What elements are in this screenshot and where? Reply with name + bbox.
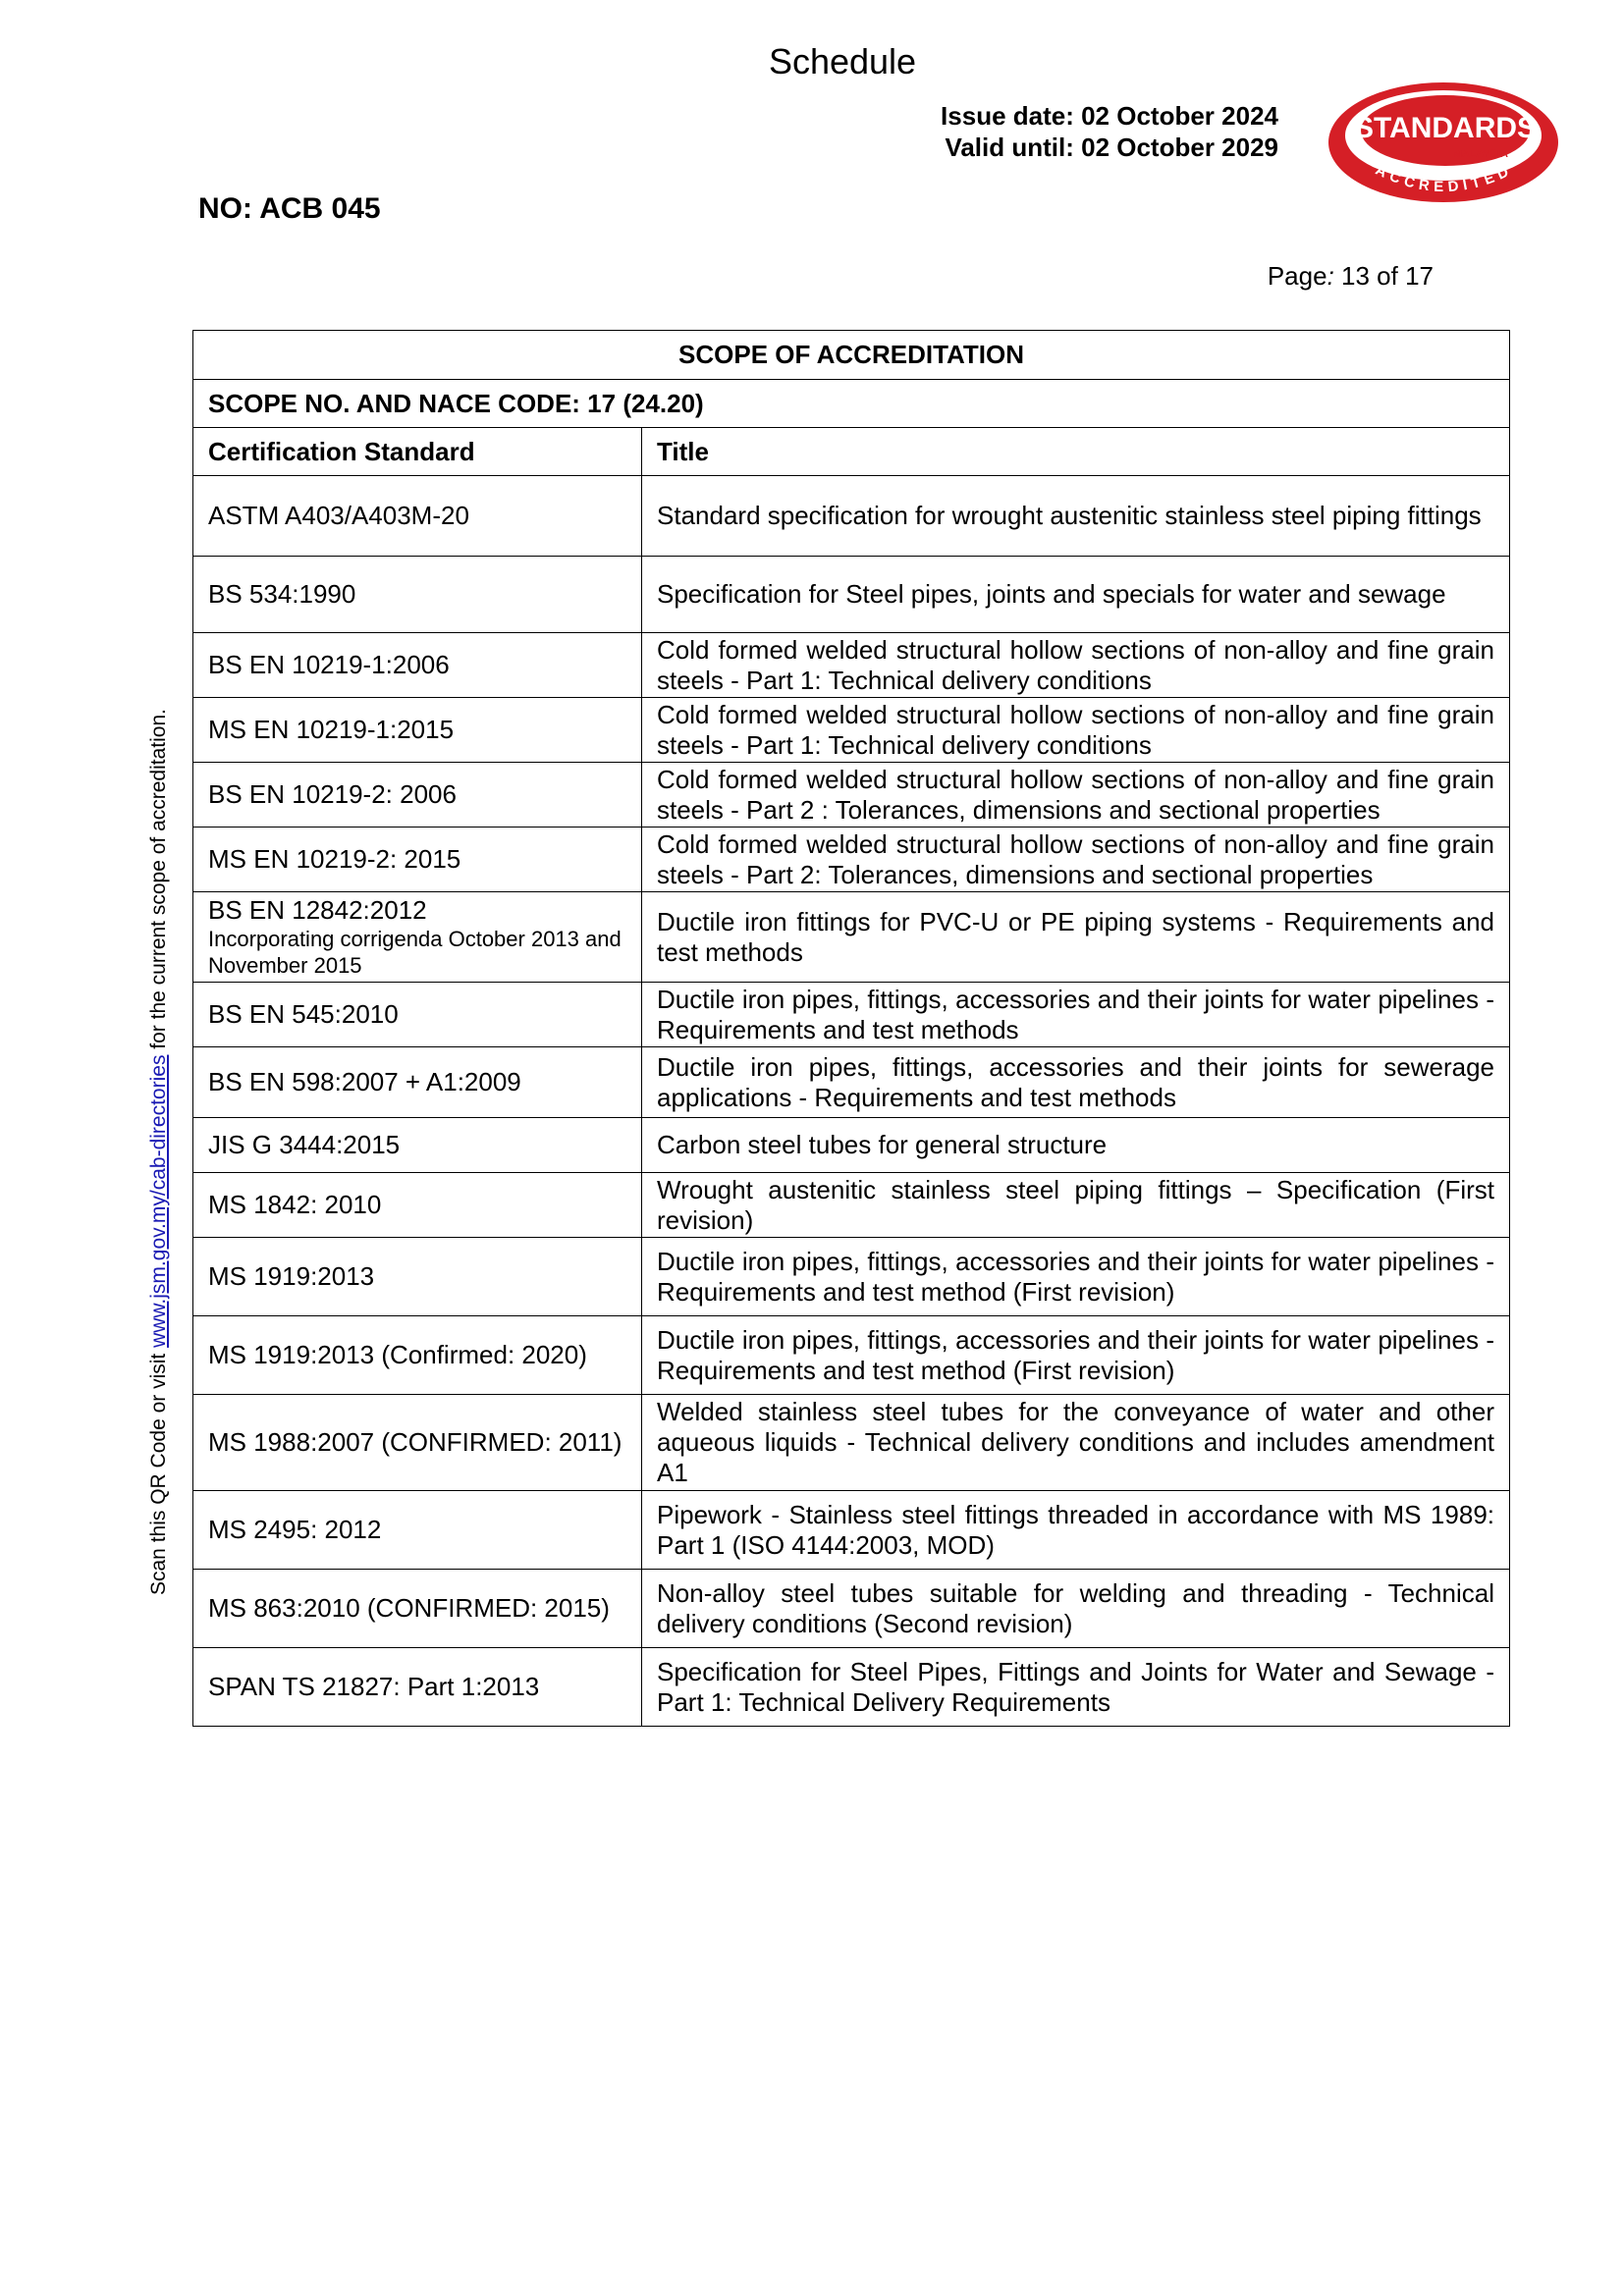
standard-cell bbox=[193, 476, 642, 557]
standard-cell bbox=[193, 1395, 642, 1491]
table-row bbox=[193, 1047, 1510, 1118]
standard-code: MS 1842: 2010 bbox=[208, 1190, 382, 1219]
standard-title-cell: Cold formed welded structural hollow sections of non-alloy and fine grain steels - Part 2: Tolerances, dimensions and sectional properties bbox=[642, 828, 1510, 892]
standard-cell bbox=[193, 1316, 642, 1395]
table-row bbox=[193, 763, 1510, 828]
standard-title-cell: Ductile iron pipes, fittings, accessories and their joints for water pipelines - Requirements and test method (First revision) bbox=[642, 1316, 1510, 1395]
standard-code: SPAN TS 21827: Part 1:2013 bbox=[208, 1672, 540, 1701]
table-body bbox=[193, 476, 1510, 1727]
standard-title-cell: Wrought austenitic stainless steel piping fittings – Specification (First revision) bbox=[642, 1173, 1510, 1238]
standard-title-cell: Ductile iron pipes, fittings, accessories and their joints for water pipelines - Requirements and test method (First revision) bbox=[642, 1238, 1510, 1316]
standard-title-cell: Cold formed welded structural hollow sections of non-alloy and fine grain steels - Part 1: Technical delivery conditions bbox=[642, 698, 1510, 763]
standard-code: MS 1919:2013 (Confirmed: 2020) bbox=[208, 1340, 587, 1369]
accreditation-number: NO: ACB 045 bbox=[198, 192, 381, 225]
column-header-row bbox=[193, 428, 1510, 476]
standards-malaysia-accredited-logo bbox=[1326, 79, 1561, 206]
table-row bbox=[193, 983, 1510, 1047]
logo-ring-text: ACCREDITED bbox=[1373, 161, 1516, 196]
table-row bbox=[193, 1395, 1510, 1491]
standard-title-cell: Standard specification for wrought austenitic stainless steel piping fittings bbox=[642, 476, 1510, 557]
standard-cell bbox=[193, 1491, 642, 1570]
standard-cell bbox=[193, 1570, 642, 1648]
standard-code: BS EN 10219-1:2006 bbox=[208, 650, 450, 679]
standard-title-cell: Specification for Steel Pipes, Fittings and Joints for Water and Sewage - Part 1: Technical Delivery Requirements bbox=[642, 1648, 1510, 1727]
standard-title-cell: Ductile iron fittings for PVC-U or PE piping systems - Requirements and test methods bbox=[642, 892, 1510, 983]
standard-cell bbox=[193, 1238, 642, 1316]
table-row bbox=[193, 1491, 1510, 1570]
standard-cell bbox=[193, 633, 642, 698]
table-row bbox=[193, 892, 1510, 983]
page-number bbox=[1178, 261, 1434, 292]
standard-code: BS EN 12842:2012 bbox=[208, 895, 427, 925]
standard-cell bbox=[193, 1648, 642, 1727]
table-heading-row bbox=[193, 331, 1510, 380]
qr-note bbox=[145, 633, 173, 1595]
standard-cell bbox=[193, 557, 642, 633]
table-row bbox=[193, 1173, 1510, 1238]
standard-code: MS 1919:2013 bbox=[208, 1261, 375, 1291]
column-header-standard: Certification Standard bbox=[193, 428, 642, 476]
standard-code: MS EN 10219-2: 2015 bbox=[208, 844, 461, 874]
table-row bbox=[193, 1570, 1510, 1648]
valid-until: Valid until: 02 October 2029 bbox=[945, 133, 1278, 162]
page-title: Schedule bbox=[768, 41, 917, 81]
standard-code: MS EN 10219-1:2015 bbox=[208, 715, 455, 744]
standard-code: MS 1988:2007 (CONFIRMED: 2011) bbox=[208, 1427, 623, 1457]
qr-note-prefix: Scan this QR Code or visit bbox=[147, 1347, 170, 1595]
column-header-title: Title bbox=[642, 428, 1510, 476]
scope-code: SCOPE NO. AND NACE CODE: 17 (24.20) bbox=[193, 380, 1510, 428]
standard-cell bbox=[193, 1047, 642, 1118]
standard-title-cell: Specification for Steel pipes, joints and specials for water and sewage bbox=[642, 557, 1510, 633]
table-row bbox=[193, 1648, 1510, 1727]
standard-cell bbox=[193, 983, 642, 1047]
logo-word: STANDARDS bbox=[1353, 112, 1538, 144]
page-value: 13 of 17 bbox=[1333, 261, 1434, 291]
standard-title-cell: Non-alloy steel tubes suitable for welding and threading - Technical delivery conditions (Second revision) bbox=[642, 1570, 1510, 1648]
logo-country: MALAYSIA bbox=[1452, 148, 1508, 160]
standard-title-cell: Ductile iron pipes, fittings, accessories and their joints for sewerage applications - Requirements and test methods bbox=[642, 1047, 1510, 1118]
cab-directories-link[interactable]: www.jsm.gov.my/cab-directories bbox=[147, 1054, 170, 1348]
scope-table bbox=[192, 330, 1510, 1727]
issue-dates bbox=[913, 100, 1278, 163]
table-row bbox=[193, 1238, 1510, 1316]
table-heading: SCOPE OF ACCREDITATION bbox=[193, 331, 1510, 380]
standard-title-cell: Welded stainless steel tubes for the conveyance of water and other aqueous liquids - Technical delivery conditions and includes amendment A1 bbox=[642, 1395, 1510, 1491]
table-row bbox=[193, 828, 1510, 892]
table-row bbox=[193, 633, 1510, 698]
standard-title-cell: Cold formed welded structural hollow sections of non-alloy and fine grain steels - Part 1: Technical delivery conditions bbox=[642, 633, 1510, 698]
standard-cell bbox=[193, 828, 642, 892]
standard-title-cell: Pipework - Stainless steel fittings threaded in accordance with MS 1989: Part 1 (ISO 4144:2003, MOD) bbox=[642, 1491, 1510, 1570]
standard-code: BS EN 545:2010 bbox=[208, 999, 399, 1029]
standard-code: JIS G 3444:2015 bbox=[208, 1130, 401, 1159]
standard-title-cell: Carbon steel tubes for general structure bbox=[642, 1118, 1510, 1173]
issue-date: Issue date: 02 October 2024 bbox=[941, 101, 1278, 131]
table-row bbox=[193, 476, 1510, 557]
table-row bbox=[193, 698, 1510, 763]
qr-note-suffix: for the current scope of accreditation. bbox=[147, 709, 170, 1055]
table-row bbox=[193, 1118, 1510, 1173]
standard-note: Incorporating corrigenda October 2013 and November 2015 bbox=[208, 927, 622, 978]
standard-code: BS EN 598:2007 + A1:2009 bbox=[208, 1067, 521, 1096]
page-colon: : bbox=[1326, 261, 1334, 291]
standard-title-cell: Cold formed welded structural hollow sections of non-alloy and fine grain steels - Part 2 : Tolerances, dimensions and sectional properties bbox=[642, 763, 1510, 828]
standard-cell bbox=[193, 698, 642, 763]
standard-title-cell: Ductile iron pipes, fittings, accessories and their joints for water pipelines - Requirements and test methods bbox=[642, 983, 1510, 1047]
standard-code: BS EN 10219-2: 2006 bbox=[208, 779, 457, 809]
standard-code: MS 863:2010 (CONFIRMED: 2015) bbox=[208, 1593, 610, 1623]
standard-cell bbox=[193, 892, 642, 983]
standard-cell bbox=[193, 1118, 642, 1173]
page-label: Page bbox=[1267, 261, 1327, 291]
standard-code: BS 534:1990 bbox=[208, 579, 356, 609]
standard-cell bbox=[193, 763, 642, 828]
standard-code: MS 2495: 2012 bbox=[208, 1515, 382, 1544]
table-row bbox=[193, 1316, 1510, 1395]
table-row bbox=[193, 557, 1510, 633]
standard-cell bbox=[193, 1173, 642, 1238]
standard-code: ASTM A403/A403M-20 bbox=[208, 501, 469, 530]
scope-code-row bbox=[193, 380, 1510, 428]
